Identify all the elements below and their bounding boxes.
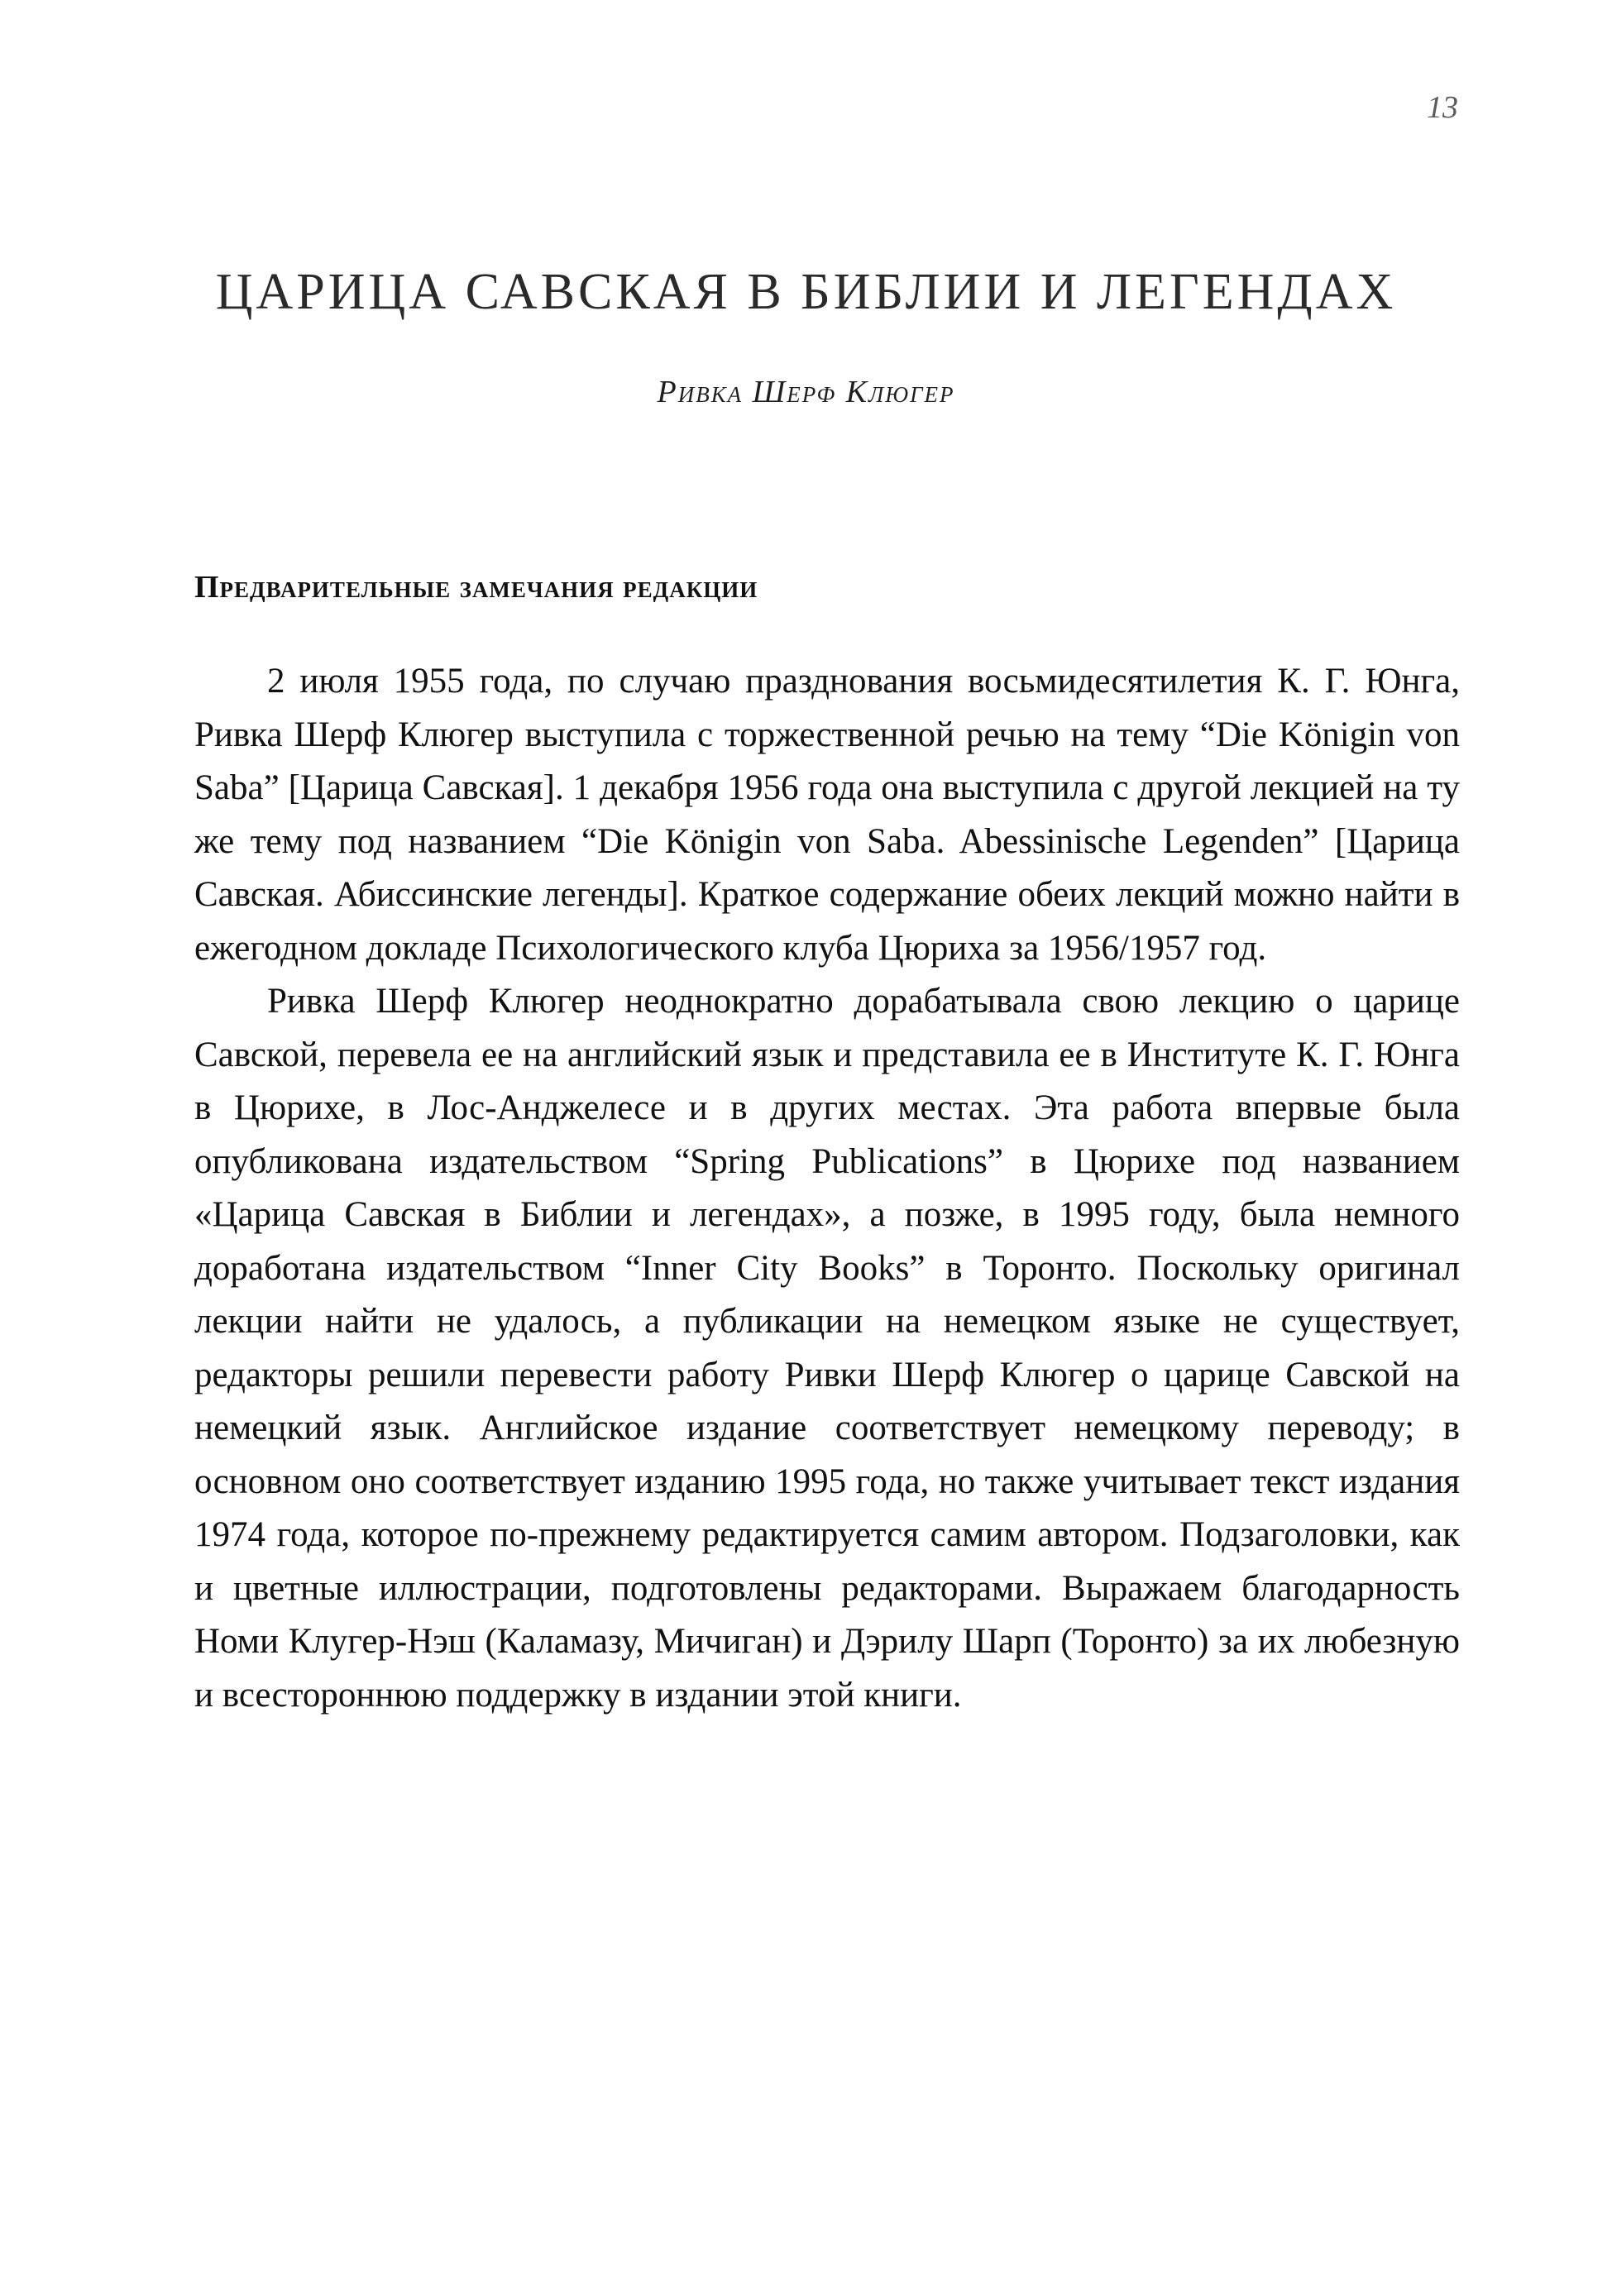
page-number: 13 <box>1427 90 1458 125</box>
body-text <box>194 655 1460 1722</box>
chapter-title: ЦАРИЦА САВСКАЯ В БИБЛИИ И ЛЕГЕНДАХ <box>215 264 1397 320</box>
section-heading: Предварительные замечания редакции <box>194 570 758 605</box>
paragraph-1: 2 июля 1955 года, по случаю празднования восьмидесятилетия К. Г. Юнга, Ривка Шерф Клюгер выступила с торжественной речью на тему “Die Königin von Saba” [Царица Савская]. 1 декабря 1956 года она выступила с другой лекцией на ту же тему под названием “Die Königin von Saba. Abessinische Legenden” [Царица Савская. Абиссинские легенды]. Краткое содержание обеих лекций можно найти в ежегодном докладе Психологического клуба Цюриха за 1956/1957 год. <box>194 662 1460 968</box>
paragraph-2: Ривка Шерф Клюгер неоднократно дорабатывала свою лекцию о царице Савской, перевела ее на английский язык и представила ее в Институте К. Г. Юнга в Цюрихе, в Лос-Анджелесе и в других местах. Эта работа впервые была опубликована издательством “Spring Publications” в Цюрихе под названием «Царица Савская в Библии и легендах», а позже, в 1995 году, была немного доработана издательством “Inner City Books” в Торонто. Поскольку оригинал лекции найти не удалось, а публикации на немецком языке не существует, редакторы решили перевести работу Ривки Шерф Клюгер о царице Савской на немецкий язык. Английское издание соответствует немецкому переводу; в основном оно соответствует изданию 1995 года, но также учитывает текст издания 1974 года, которое по-прежнему редактируется самим автором. Подзаголовки, как и цветные иллюстрации, подготовлены редакторами. Выражаем благодарность Номи Клугер-Нэш (Каламазу, Мичиган) и Дэрилу Шарп (Торонто) за их любезную и всестороннюю поддержку в издании этой книги. <box>194 982 1460 1715</box>
chapter-author: Ривка Шерф Клюгер <box>657 375 955 409</box>
